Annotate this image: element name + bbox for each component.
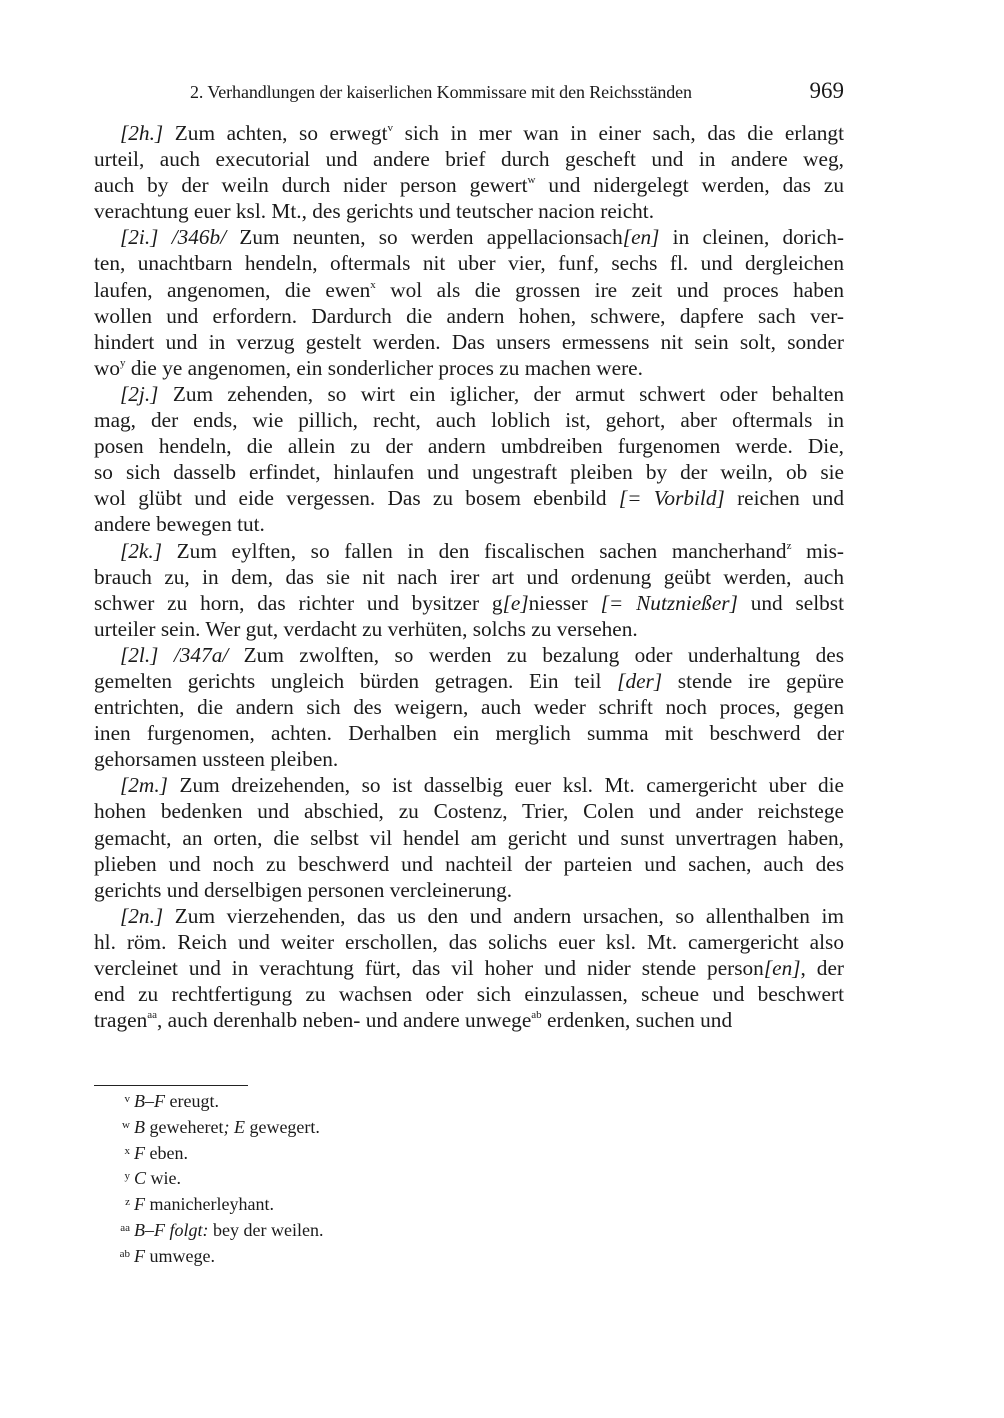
footnote-sigla: B–F <box>134 1219 165 1240</box>
text-line: schwer zu horn, das richter und bysitzer g[e]niesser [= Nutznießer] und selbst <box>94 590 844 615</box>
text-line: brauch zu, in dem, das sie nit nach irer art und ordenung geübt werden, auch <box>94 564 844 589</box>
text-line: $wo^y$ die ye angenomen, ein sonderlicher proces zu machen were. <box>94 355 643 380</box>
paragraph-2i <box>94 224 844 381</box>
paragraph-label: [2h.] <box>120 121 175 145</box>
footnote-mark: ab <box>119 1247 130 1260</box>
text-line: andere bewegen tut. <box>94 512 265 537</box>
text-line: [2h.] Zum achten, so erwegt$^v$ sich in mer wan in einer sach, das die erlangt <box>120 121 844 145</box>
footnote-z: z F manicherleyhant. <box>94 1191 323 1217</box>
footnote-mark: v <box>124 1093 130 1105</box>
text-line: plieben und noch zu beschwerd und nachteil der parteien und sachen, auch des <box>94 851 844 876</box>
folio-reference: /347a/ <box>173 642 244 667</box>
footnote-w: w B geweheret; E gewegert. <box>94 1114 323 1140</box>
footnote-sigla: F <box>134 1142 145 1163</box>
text-line: [2l.] /347a/ Zum zwolften, so werden zu bezalung oder underhaltung des <box>120 642 844 667</box>
text-line: verachtung euer ksl. Mt., des gerichts und teutscher nacion reicht. <box>94 199 655 224</box>
footnote-mark: z <box>125 1196 130 1209</box>
footnote-y: y C wie. <box>94 1165 323 1191</box>
text-line: [2n.] Zum vierzehenden, das us den und andern ursachen, so allenthalben im <box>120 903 845 928</box>
text-line: wol glübt und eide vergessen. Das zu bosem ebenbild [= Vorbild] reichen und <box>94 486 844 511</box>
paragraph-label: [2j.] <box>120 381 173 406</box>
text-line: vercleinet und in verachtung fürt, das vil hoher und nider stende person[en], der <box>94 956 844 980</box>
paragraph-2m <box>94 772 844 902</box>
paragraph-label: [2k.] <box>120 538 177 563</box>
editorial-insertion: [e] <box>502 590 529 615</box>
footnote-x: x F eben. <box>94 1140 323 1166</box>
footnote-sigla: B–F <box>134 1091 165 1111</box>
footnote-aa: aa B–F folgt: bey der weilen. <box>94 1217 323 1243</box>
footnote-mark: x <box>124 1144 130 1157</box>
footnote-ab: ab F umwege. <box>94 1243 323 1269</box>
text-line: tragen$^{aa}$, auch derenhalb neben- und andere unwege$^{ab}$ erdenken, suchen und <box>94 1008 733 1033</box>
footnote-note: folgt: <box>169 1219 209 1240</box>
text-line: so sich dasselb erfindet, hinlaufen und ungestraft pleiben by der weiln, ob sie <box>94 460 844 485</box>
text-line: [2k.] Zum eylften, so fallen in den fiscalischen sachen mancherhand$^z$ mis- <box>120 538 844 563</box>
text-line: [2m.] Zum dreizehenden, so ist dasselbig euer ksl. Mt. camergericht uber die <box>120 773 844 798</box>
text-line: [2j.] Zum zehenden, so wirt ein iglicher, der armut schwert oder behalten <box>120 381 844 406</box>
paragraph-2k <box>94 538 844 642</box>
footnote-marker[interactable]: w <box>527 174 536 187</box>
text-line: ten, unachtbarn hendeln, oftermals nit uber vier, funf, sechs fl. und dergleichen <box>94 251 844 276</box>
text-line: hl. röm. Reich und weiter erschollen, das solichs euer ksl. Mt. camergericht also <box>94 929 844 954</box>
text-line: end zu rechtfertigung zu wachsen oder sich einzulassen, scheue und beschwert <box>94 982 844 1007</box>
paragraph-label: [2l.] <box>120 642 174 667</box>
footnote-marker[interactable]: z <box>786 539 792 552</box>
footnote-marker[interactable]: aa <box>147 1009 157 1022</box>
footnote-mark: y <box>124 1170 130 1183</box>
footnote-separator: ; <box>223 1116 230 1137</box>
paragraph-label: [2n.] <box>120 903 175 928</box>
footnote-mark: aa <box>120 1221 130 1234</box>
footnote-sigla: B <box>134 1116 145 1137</box>
text-line: auch by der weiln durch nider person gewert$^w$ und nidergelegt werden, das zu <box>94 173 845 198</box>
main-text <box>94 120 844 1033</box>
footnote-sigla: F <box>134 1245 145 1266</box>
footnote-sigla: F <box>134 1194 145 1215</box>
paragraph-2j <box>94 381 844 538</box>
text-line: urteil, auch executorial und andere brief durch gescheft und in andere weg, <box>94 147 844 172</box>
text-line: gemacht, an orten, die selbst vil hendel am gericht und sunst unvertragen haben, <box>94 825 844 850</box>
editorial-insertion: [= Vorbild] <box>618 486 725 511</box>
editorial-insertion: [der] <box>617 668 663 693</box>
editorial-insertion: [= Nutznießer] <box>600 590 738 615</box>
footnote-marker[interactable]: v <box>387 122 393 134</box>
text-line: [2i.] /346b/ Zum neunten, so werden appellacionsach[en] in cleinen, dorich- <box>120 225 844 250</box>
text-line: urteiler sein. Wer gut, verdacht zu verhüten, solchs zu versehen. <box>94 616 638 641</box>
paragraph-2h <box>94 120 844 224</box>
text-line: inen furgenomen, achten. Derhalben ein merglich summa mit beschwerd der <box>94 721 844 746</box>
footnote-marker[interactable]: ab <box>531 1009 542 1022</box>
text-line: gemelten gerichts ungleich bürden getragen. Ein teil [der] stende ire gepüre <box>94 668 844 693</box>
page-number: 969 <box>809 78 844 103</box>
text-line: gehorsamen ussteen pleiben. <box>94 747 339 772</box>
text-line: laufen, angenomen, die ewen$^x$ wol als die grossen ire zeit und proces haben <box>94 277 844 302</box>
text-line: posen hendeln, die allein zu der andern umbdreiben furgenomen werde. Die, <box>94 434 844 459</box>
text-line: mag, der ends, wie pillich, recht, auch loblich ist, gehort, aber oftermals in <box>94 408 844 433</box>
running-title: 2. Verhandlungen der kaiserlichen Kommissare mit den Reichsständen <box>190 82 692 102</box>
footnote-mark: w <box>122 1118 130 1131</box>
running-header <box>94 80 844 108</box>
text-line: wollen und erfordern. Dardurch die andern hohen, schwere, dapfere sach ver- <box>94 303 844 328</box>
text-line: hohen bedenken und abschied, zu Costenz, Trier, Colen und ander reichstege <box>94 799 844 824</box>
paragraph-label: [2i.] <box>120 225 172 250</box>
footnote-marker[interactable]: y <box>120 356 126 369</box>
paragraph-2l <box>94 642 844 772</box>
paragraph-label: [2m.] <box>120 773 180 798</box>
footnote-sigla: E <box>233 1116 245 1137</box>
text-line: gerichts und derselbigen personen vercleinerung. <box>94 877 513 902</box>
footnote-rule <box>94 1085 248 1086</box>
footnotes <box>94 1088 323 1269</box>
editorial-insertion: [en] <box>622 225 660 250</box>
footnote-marker[interactable]: x <box>370 278 376 291</box>
paragraph-2n <box>94 903 844 1033</box>
editorial-insertion: [en] <box>763 956 801 980</box>
footnote-sigla: C <box>134 1168 147 1189</box>
footnote-v: v B–F ereugt. <box>94 1088 323 1114</box>
text-line: hindert und in verzug gestelt werden. Das unsers ermessens nit sein solt, sonder <box>94 329 844 354</box>
folio-reference: /346b/ <box>171 225 240 250</box>
text-line: entrichten, die andern sich des weigern, auch weder schrift noch proces, gegen <box>94 695 844 720</box>
